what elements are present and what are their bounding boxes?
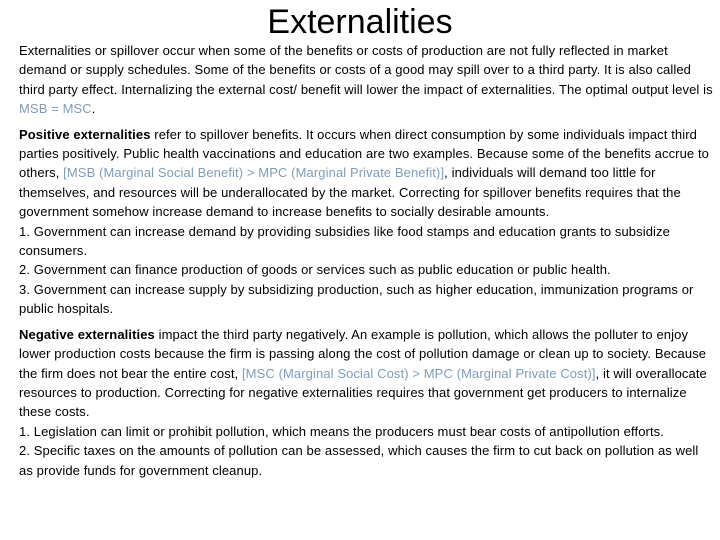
- intro-paragraph: [19, 41, 715, 119]
- positive-externalities-heading: Positive externalities: [19, 126, 151, 142]
- positive-text-1: refer to spillover benefits. It occurs when direct consumption by some individuals impact third parties positively. Public health vaccinations and education are two examples. Because some of the benefits accrue to others,: [19, 126, 710, 181]
- negative-item-2: 2. Specific taxes on the amounts of pollution can be assessed, which causes the firm to cut back on pollution as well as provide funds for government cleanup.: [19, 443, 699, 478]
- slide-body: [19, 41, 715, 480]
- positive-item-1: 1. Government can increase demand by providing subsidies like food stamps and education grants to subsidize consumers.: [19, 223, 670, 259]
- optimal-output-formula: MSB = MSC: [19, 101, 92, 117]
- negative-externalities-paragraph: [19, 325, 715, 480]
- slide-title: Externalities: [267, 3, 453, 41]
- intro-text: Externalities or spillover occur when some of the benefits or costs of production are not fully reflected in market demand or supply schedules. Some of the benefits or costs of a good may spill over to a third party. It is also called third party effect. Internalizing the external cost/ benefit will lower the impact of externalities. The optimal output level is: [19, 43, 713, 97]
- intro-end: .: [91, 101, 96, 117]
- negative-item-1: 1. Legislation can limit or prohibit pollution, which means the producers must bear costs of antipollution efforts.: [19, 423, 664, 439]
- negative-externalities-heading: Negative externalities: [19, 326, 155, 342]
- negative-text-1: impact the third party negatively. An example is pollution, which allows the polluter to enjoy lower production costs because the firm is passing along the cost of pollution damage or clean up to society. Because the firm does not bear the entire cost,: [19, 326, 707, 381]
- positive-item-2: 2. Government can finance production of goods or services such as public education or public health.: [19, 262, 611, 278]
- negative-text-2: , it will overallocate resources to production. Correcting for negative externalities requires that government get producers to internalize these costs.: [19, 365, 707, 420]
- negative-formula: [MSC (Marginal Social Cost) > MPC (Marginal Private Cost)]: [241, 365, 596, 381]
- positive-text-2: , individuals will demand too little for themselves, and resources will be underallocated by the market. Correcting for spillover benefits requires that the government somehow increase demand to increase benefits to socially desirable amounts.: [19, 165, 681, 220]
- positive-externalities-paragraph: [19, 125, 715, 319]
- positive-formula: [MSB (Marginal Social Benefit) > MPC (Marginal Private Benefit)]: [63, 165, 445, 181]
- positive-item-3: 3. Government can increase supply by subsidizing production, such as higher education, immunization programs or public hospitals.: [19, 281, 694, 317]
